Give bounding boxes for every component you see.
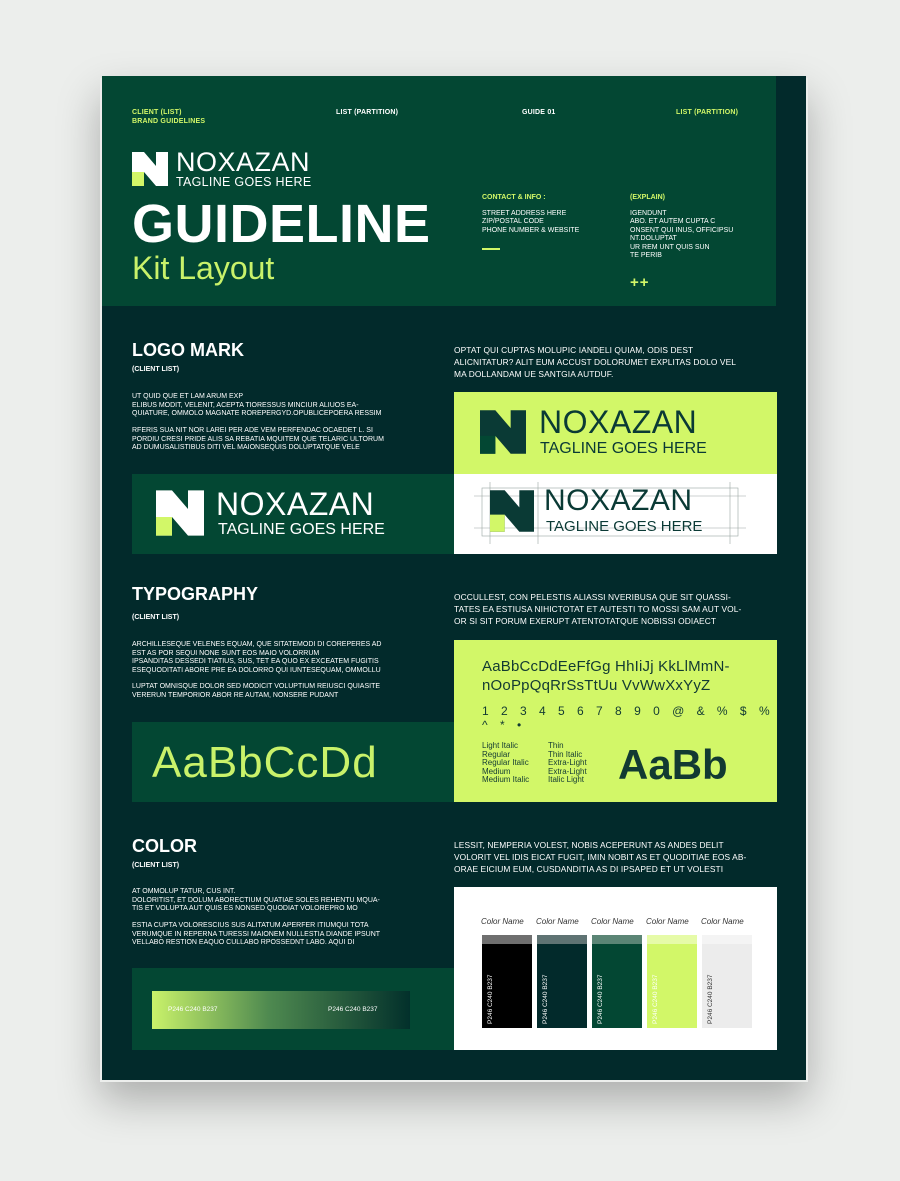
swatch-name: Color Name xyxy=(481,917,524,926)
text-line: LUPTAT OMNISQUE DOLOR SED MODICIT VOLUPTIUM REIUSCI QUIASITE xyxy=(132,683,381,690)
weight-label: Medium Italic xyxy=(482,775,530,785)
swatch-tint xyxy=(537,935,587,944)
typography-wide-card xyxy=(132,722,454,802)
logo-mark-icon xyxy=(156,490,204,536)
text-line: OPTAT QUI CUPTAS MOLUPIC IANDELI QUIAM, ODIS DEST xyxy=(454,345,694,355)
logo-mark-icon xyxy=(480,410,526,454)
text-line: LESSIT, NEMPERIA VOLEST, NOBIS ACEPERUNT AS ANDES DELIT xyxy=(454,840,724,850)
explain-line: TE PERIB xyxy=(630,252,662,260)
contact-heading: CONTACT & INFO : xyxy=(482,194,546,201)
text-line: VERERUN TEMPORIOR ABOR RE AUTAM, NONSERE PUDANT xyxy=(132,691,339,699)
text-line: AT OMMOLUP TATUR, CUS INT. xyxy=(132,888,236,895)
weight-label: Light Italic xyxy=(482,741,519,750)
text-line: OCCULLEST, CON PELESTIS ALIASSI NVERIBUSA QUE SIT QUASSI- xyxy=(454,592,731,602)
explain-line: NT.DOLUPTAT xyxy=(630,235,677,243)
color-paragraph-1 xyxy=(132,888,412,914)
brand-name: NOXAZAN xyxy=(176,147,311,177)
gradient-code-right: P246 C240 B237 xyxy=(328,1006,378,1013)
text-line: OR SI SIT PORUM EXERUPT ATENTOTATQUE NOBISSI ODIAECT xyxy=(454,615,717,626)
text-line: RFERIS SUA NIT NOR LAREI PER ADE VEM PERFENDAC OCAEDET L. SI xyxy=(132,427,373,434)
logo-construction-card xyxy=(454,474,777,554)
weight-label: Extra-Light xyxy=(548,758,587,768)
color-swatches-card xyxy=(454,887,777,1050)
logo-mark-icon xyxy=(132,152,168,186)
list-partition-label-2: LIST (PARTITION) xyxy=(676,109,739,116)
logo-lime-card xyxy=(454,392,777,474)
swatch-tint xyxy=(482,935,532,944)
logo-paragraph-2 xyxy=(132,427,412,453)
text-line: MA DOLLANDAM UE SANTGIA AUTDUF. xyxy=(454,368,614,379)
brand-tagline: TAGLINE GOES HERE xyxy=(218,521,385,538)
text-line: VERUMQUE IN REPERNA TURESSI MAIONEM NULLESTIA DIANDE IPSUNT xyxy=(132,930,381,938)
swatch-name: Color Name xyxy=(591,917,634,926)
color-paragraph-2 xyxy=(132,922,412,948)
text-line: ESTIA CUPTA VOLORESCIUS SUS ALITATUM APERFER ITIUMQUI TOTA xyxy=(132,922,369,929)
contact-line: STREET ADDRESS HERE xyxy=(482,210,567,217)
swatch-light-grey xyxy=(702,944,752,1028)
text-line: ARCHILLESEQUE VELENES EQUAM, QUE SITATEMODI DI COREPERES AD xyxy=(132,641,382,648)
contact-dash xyxy=(482,248,500,250)
color-section-sub: (CLIENT LIST) xyxy=(132,862,180,869)
digits-line: 1 2 3 4 5 6 7 8 9 0 @ & % $ % ^ * • xyxy=(482,704,775,732)
plus-mark: ++ xyxy=(630,274,650,291)
explain-line: ONSENT QUI INUS, OFFICIPSU xyxy=(630,226,734,234)
swatch-tint xyxy=(647,935,697,944)
color-right-paragraph xyxy=(454,840,784,875)
text-line: AD DUMUSALISTIBUS DITI VEL MAIONSEQUIS DOLUPTATQUE VELE xyxy=(132,444,360,452)
weight-label: Medium xyxy=(482,766,511,776)
text-line: ORAE EICIUM EUM, CUSDANDITIA AS DI IPSAPED ET UT VOLESTI xyxy=(454,863,724,874)
swatch-forest-green xyxy=(592,944,642,1028)
weight-label: Thin xyxy=(548,741,564,750)
weights-left xyxy=(482,742,529,785)
text-line: ESEQUODITATI ABORE PRE EA DOLORRO QUI IUNTESEQUAM, OMMOLLU xyxy=(132,666,381,674)
text-line: TATES EA ESTIUSA NIHICTOTAT ET AUTESTI TO MOSSI SAM AUT VOL- xyxy=(454,603,742,614)
swatch-name: Color Name xyxy=(701,917,744,926)
list-partition-label: LIST (PARTITION) xyxy=(336,109,399,116)
client-label-line-2: BRAND GUIDELINES xyxy=(132,118,206,125)
typography-specimen-card xyxy=(454,640,777,802)
text-line: QUIATURE, OMMOLO MAGNATE ROREPERGYD.OPUBLICEPOERA RESSIM xyxy=(132,410,382,418)
header-band xyxy=(102,76,776,306)
contact-line: PHONE NUMBER & WEBSITE xyxy=(482,226,580,234)
guide-label: GUIDE 01 xyxy=(522,109,556,116)
text-line: UT QUID QUE ET LAM ARUM EXP xyxy=(132,393,243,400)
client-label-line-1: CLIENT (LIST) xyxy=(132,109,182,116)
weights-right xyxy=(548,742,587,785)
weight-label: Regular xyxy=(482,749,511,759)
swatch-lime xyxy=(647,944,697,1028)
weight-label: Thin Italic xyxy=(548,749,583,759)
explain-line: ABO. ET AUTEM CUPTA C xyxy=(630,218,716,226)
logo-section-sub: (CLIENT LIST) xyxy=(132,366,180,373)
logo-dark-card xyxy=(132,474,454,554)
brand-name: NOXAZAN xyxy=(216,486,375,522)
contact-info xyxy=(482,210,612,235)
contact-line: ZIP/POSTAL CODE xyxy=(482,218,544,226)
swatch-black xyxy=(482,944,532,1028)
typography-paragraph-1 xyxy=(132,641,412,675)
brand-tagline: TAGLINE GOES HERE xyxy=(546,518,703,535)
text-line: TIS ET VOLUPTA AUT QUIS ES NONSED QUODIAT VOLOREPRO MO xyxy=(132,905,358,913)
typography-section-title: TYPOGRAPHY xyxy=(132,584,259,604)
color-section-title: COLOR xyxy=(132,836,197,856)
brand-tagline: TAGLINE GOES HERE xyxy=(540,440,707,457)
text-line: EST AS POR SEQUI NONE SUNT EOS MAIO VOLORRUM xyxy=(132,649,320,657)
brand-tagline: TAGLINE GOES HERE xyxy=(176,175,312,189)
text-line: ELIBUS MODIT, VELENIT, ACEPTA TIORESSUS MINCIUR ALIUOS EA- xyxy=(132,401,359,409)
logo-section-title: LOGO MARK xyxy=(132,340,244,360)
swatch-dark-teal xyxy=(537,944,587,1028)
weight-label: Regular Italic xyxy=(482,758,529,768)
alphabet-line-2: nOoPpQqRrSsTtUu VvWwXxYyZ xyxy=(482,677,711,694)
swatch-tint xyxy=(702,935,752,944)
type-sample-big: AaBb xyxy=(618,741,728,788)
logo-paragraph-1 xyxy=(132,393,412,419)
logo-right-paragraph xyxy=(454,345,784,380)
brand-guideline-sheet xyxy=(102,76,806,1080)
text-line: VELLABO RESTION EAQUO CULLABO RPOSSEDNT LABO. AQUI DI xyxy=(132,939,355,947)
explain-info xyxy=(630,210,760,260)
gradient-code-left: P246 C240 B237 xyxy=(168,1006,218,1013)
typography-paragraph-2 xyxy=(132,683,412,700)
swatch-name: Color Name xyxy=(536,917,579,926)
alphabet-line-1: AaBbCcDdEeFfGg HhIiJj KkLlMmN- xyxy=(482,658,730,675)
swatch-code: P246 C240 B237 xyxy=(487,974,494,1024)
swatch-code: P246 C240 B237 xyxy=(542,974,549,1024)
text-line: DOLORITIST, ET DOLUM ABORECTIUM QUATIAE SOLES REHENTU MQUA- xyxy=(132,896,380,904)
client-label xyxy=(132,108,205,126)
swatch-code: P246 C240 B237 xyxy=(597,974,604,1024)
brand-name: NOXAZAN xyxy=(539,404,698,440)
swatch-name: Color Name xyxy=(646,917,689,926)
text-line: ALICNITATUR? ALIT EUM ACCUST DOLORUMET EXPLITAS DOLO VEL xyxy=(454,356,737,367)
type-sample-wide: AaBbCcDd xyxy=(152,738,378,787)
text-line: VOLORIT VEL IDIS EICAT FUGIT, IMIN NOBIT AS ET QUODITIAE EOS AB- xyxy=(454,851,747,862)
text-line: IPSANDITAS DESSEDI TIATIUS, SUS, TET EA QUO EX EXCEATEM FUGITIS xyxy=(132,658,379,666)
weight-label: Italic Light xyxy=(548,775,585,785)
weight-label: Extra-Light xyxy=(548,766,587,776)
typography-section-sub: (CLIENT LIST) xyxy=(132,614,180,621)
explain-line: IGENDUNT xyxy=(630,210,667,217)
explain-line: UR REM UNT QUIS SUN xyxy=(630,243,710,251)
explain-heading: (EXPLAIN) xyxy=(630,194,665,201)
gradient-bar xyxy=(152,991,410,1029)
swatch-code: P246 C240 B237 xyxy=(707,974,714,1024)
page-title: GUIDELINE xyxy=(132,194,431,254)
swatch-tint xyxy=(592,935,642,944)
typography-right-paragraph xyxy=(454,592,784,627)
logo-mark-icon xyxy=(490,489,534,533)
text-line: PORDIU CRESI PRIDE ALIS SA REBATIA MQUITEM QUE TELARIC ULTORUM xyxy=(132,435,384,443)
gradient-card xyxy=(132,968,454,1050)
brand-name: NOXAZAN xyxy=(544,484,693,517)
page-subtitle: Kit Layout xyxy=(132,250,275,286)
swatch-code: P246 C240 B237 xyxy=(652,974,659,1024)
